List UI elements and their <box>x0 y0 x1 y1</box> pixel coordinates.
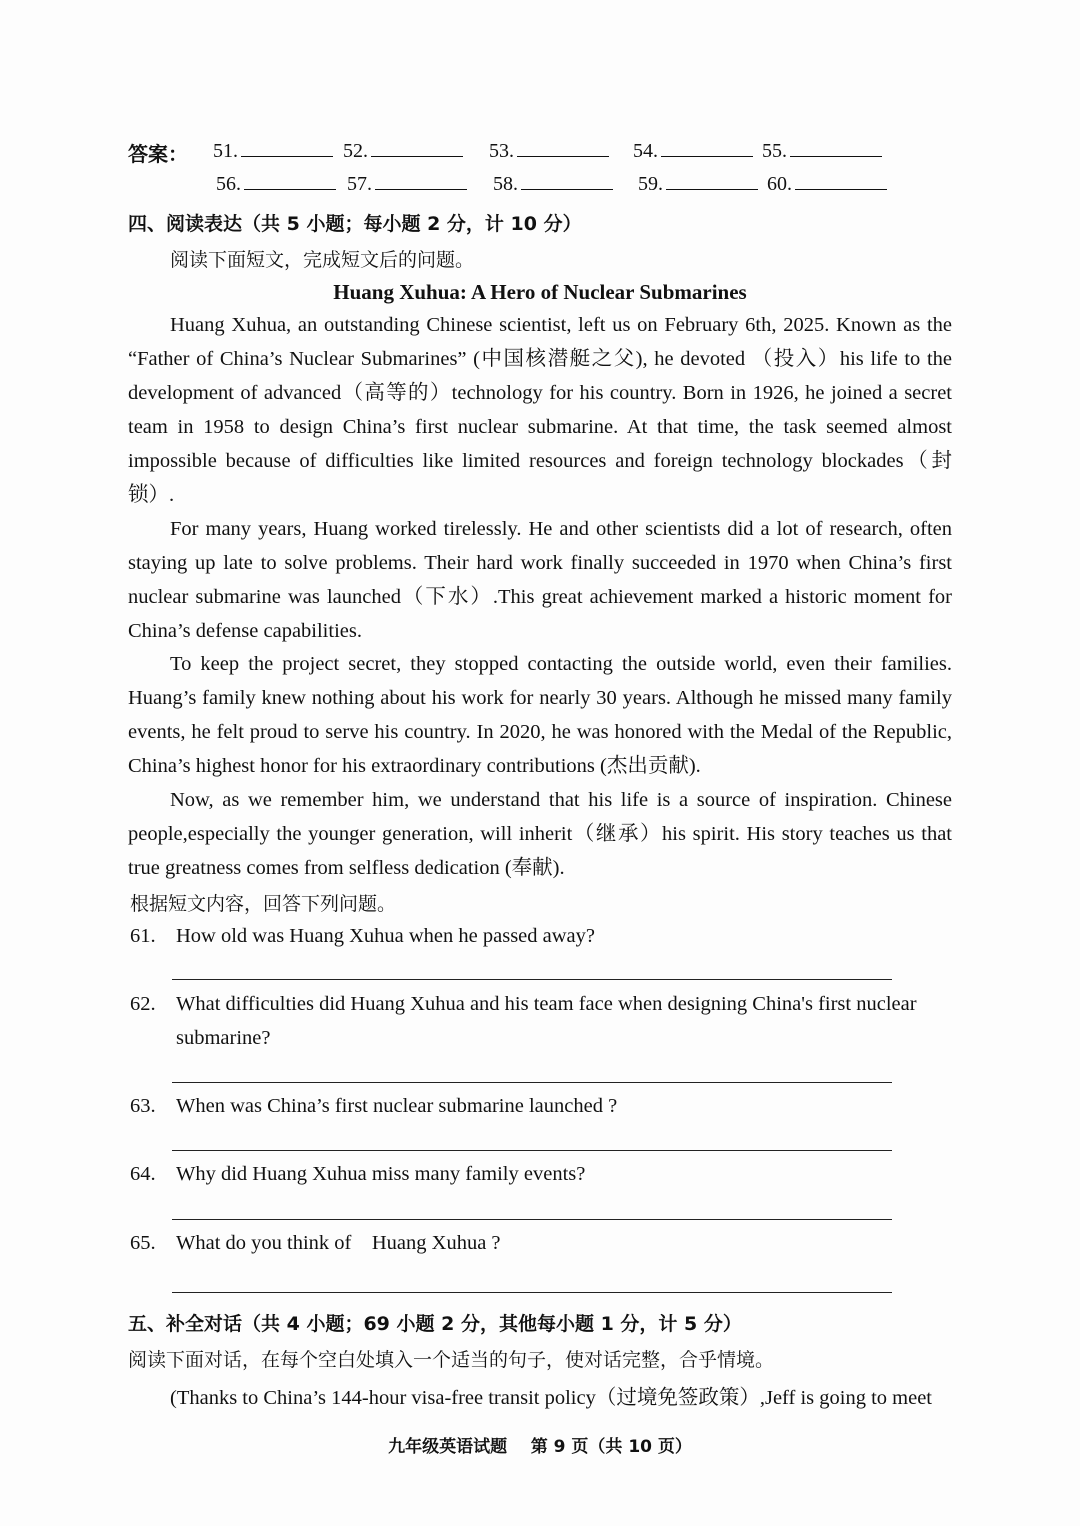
answer-line-62[interactable] <box>172 1082 892 1083</box>
question-text: What difficulties did Huang Xuhua and his team face when designing China's first nuclear <box>176 993 917 1015</box>
answer-slot-51[interactable] <box>213 138 333 163</box>
question-62 <box>130 993 917 1016</box>
answer-line-65[interactable] <box>172 1292 892 1293</box>
answer-number: 58. <box>493 173 518 195</box>
answer-number: 57. <box>347 173 372 195</box>
answer-number: 53. <box>489 140 514 162</box>
section-5-heading: 五、补全对话（共 4 小题；69 小题 2 分，其他每小题 1 分，计 5 分） <box>128 1313 742 1335</box>
answer-prompt: 根据短文内容，回答下列问题。 <box>130 893 397 915</box>
dialogue-intro: (Thanks to China’s 144-hour visa-free transit policy（过境免签政策）,Jeff is going to meet <box>170 1387 932 1409</box>
answer-slot-53[interactable] <box>489 138 609 163</box>
passage-paragraph-3: To keep the project secret, they stopped contacting the outside world, even their families. Huang’s family knew nothing about his work for nearly 30 years. Although he missed many family events, he felt proud to serve his country. In 2020, he was honored with the Medal of the Republic, China’s highest honor for his extraordinary contributions (杰出贡献). <box>128 653 952 777</box>
answer-number: 55. <box>762 140 787 162</box>
answer-slot-57[interactable] <box>347 171 467 196</box>
section-4-instruction: 阅读下面短文，完成短文后的问题。 <box>170 249 475 271</box>
answer-number: 54. <box>633 140 658 162</box>
section-5-instruction: 阅读下面对话，在每个空白处填入一个适当的句子，使对话完整，合乎情境。 <box>128 1349 775 1371</box>
passage-paragraph-1: Huang Xuhua, an outstanding Chinese scientist, left us on February 6th, 2025. Known as the “Father of China’s Nuclear Submarines” (中国核潜艇之父), he devoted （投入）his life to the development of advanced（高等的）technology for his country. Born in 1926, he joined a secret team in 1958 to design China’s first nuclear submarine. At that time, the task seemed almost impossible because of difficulties like limited resources and foreign technology blockades（封锁）. <box>128 314 952 506</box>
answer-line-63[interactable] <box>172 1150 892 1151</box>
answer-number: 59. <box>638 173 663 195</box>
answer-number: 56. <box>216 173 241 195</box>
question-number: 63. <box>130 1095 156 1117</box>
question-number: 64. <box>130 1163 156 1185</box>
question-64 <box>130 1163 585 1186</box>
answer-slot-56[interactable] <box>216 171 336 196</box>
passage-paragraph-4: Now, as we remember him, we understand that his life is a source of inspiration. Chinese people,especially the younger generation, will inherit（继承）his spirit. His story teaches us that true greatness comes from selfless dedication (奉献). <box>128 789 952 879</box>
answer-slot-59[interactable] <box>638 171 758 196</box>
answer-slot-54[interactable] <box>633 138 753 163</box>
question-text: When was China’s first nuclear submarine launched ? <box>176 1095 618 1117</box>
question-number: 61. <box>130 925 156 947</box>
question-63 <box>130 1095 617 1118</box>
answer-slot-60[interactable] <box>767 171 887 196</box>
question-62-continued: submarine? <box>176 1027 271 1049</box>
question-text: How old was Huang Xuhua when he passed away? <box>176 925 595 947</box>
section-4-heading: 四、阅读表达（共 5 小题；每小题 2 分，计 10 分） <box>128 213 582 235</box>
question-text: Why did Huang Xuhua miss many family events? <box>176 1163 586 1185</box>
question-number: 65. <box>130 1232 156 1254</box>
answer-line-64[interactable] <box>172 1219 892 1220</box>
answer-slot-52[interactable] <box>343 138 463 163</box>
answer-label: 答案： <box>128 142 188 166</box>
answer-number: 51. <box>213 140 238 162</box>
question-text: What do you think of Huang Xuhua ? <box>176 1232 501 1254</box>
passage-title: Huang Xuhua: A Hero of Nuclear Submarines <box>333 280 747 304</box>
answer-number: 60. <box>767 173 792 195</box>
answer-slot-55[interactable] <box>762 138 882 163</box>
passage-paragraph-2: For many years, Huang worked tirelessly. He and other scientists did a lot of research, often staying up late to solve problems. Their hard work finally succeeded in 1970 when China’s first nuclear submarine was launched（下水）.This great achievement marked a historic moment for China’s defense capabilities. <box>128 518 952 642</box>
answer-number: 52. <box>343 140 368 162</box>
question-number: 62. <box>130 993 156 1015</box>
answer-line-61[interactable] <box>172 979 892 980</box>
answer-slot-58[interactable] <box>493 171 613 196</box>
question-65 <box>130 1232 501 1255</box>
question-61 <box>130 925 595 948</box>
page-footer: 九年级英语试题 第 9 页（共 10 页） <box>388 1437 692 1457</box>
